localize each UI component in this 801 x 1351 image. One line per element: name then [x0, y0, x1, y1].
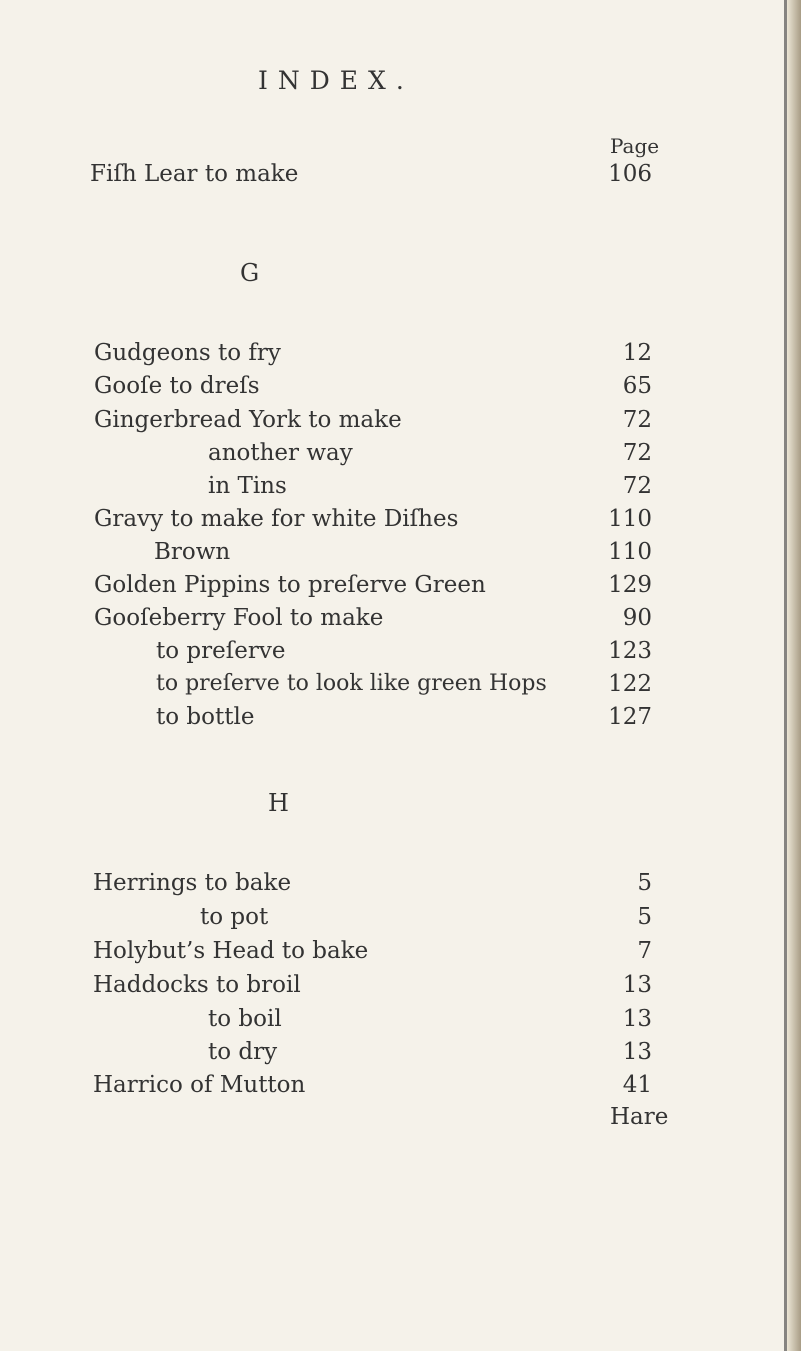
index-entry-label: to dry	[208, 1039, 278, 1065]
index-entry-page: 65	[622, 373, 652, 399]
index-entry-page: 110	[608, 506, 652, 532]
index-entry-label: to bottle	[156, 704, 255, 730]
index-entry-page: 110	[608, 539, 652, 565]
index-entry-page: 41	[622, 1072, 652, 1098]
index-entry-page: 13	[622, 1006, 652, 1032]
page-column-label: Page	[610, 134, 660, 158]
index-entry-label: Gravy to make for white Diſhes	[94, 506, 459, 532]
page-edge	[787, 0, 801, 1351]
index-entry-page: 123	[608, 638, 652, 664]
index-entry-label: to pot	[200, 904, 269, 930]
index-entry-page: 127	[608, 704, 652, 730]
index-entry-label: to preſerve	[156, 638, 286, 664]
index-entry-label: in Tins	[208, 473, 287, 499]
index-entry-page: 12	[622, 340, 652, 366]
index-entry-page: 13	[622, 1039, 652, 1065]
index-entry-page: 72	[622, 473, 652, 499]
index-entry-label: Fiſh Lear to make	[90, 161, 299, 187]
index-entry-label: to preſerve to look like green Hops	[156, 671, 547, 696]
index-entry-page: 90	[622, 605, 652, 631]
index-entry-page: 13	[622, 972, 652, 998]
index-entry-page: 72	[622, 407, 652, 433]
section-letter-g: G	[240, 259, 260, 287]
index-entry-page: 5	[637, 870, 652, 896]
index-entry-label: Golden Pippins to preſerve Green	[94, 572, 486, 598]
index-entry-page: 72	[622, 440, 652, 466]
page-title: INDEX.	[258, 66, 414, 95]
index-entry-label: Haddocks to broil	[93, 972, 301, 998]
index-entry-label: to boil	[208, 1006, 282, 1032]
index-entry-label: Brown	[154, 539, 231, 565]
page-edge-shadow	[784, 0, 787, 1351]
index-entry-page: 7	[637, 938, 652, 964]
index-entry-label: Gooſe to dreſs	[94, 373, 260, 399]
index-entry-page: 129	[608, 572, 652, 598]
index-entry-label: another way	[208, 440, 353, 466]
index-entry-label: Gingerbread York to make	[94, 407, 402, 433]
index-entry-label: Gooſeberry Fool to make	[94, 605, 384, 631]
index-entry-label: Holybut’s Head to bake	[93, 938, 369, 964]
index-entry-page: 106	[608, 161, 652, 187]
index-entry-label: Herrings to bake	[93, 870, 292, 896]
index-entry-page: 122	[608, 671, 652, 697]
index-entry-label: Gudgeons to fry	[94, 340, 281, 366]
catchword: Hare	[610, 1104, 669, 1130]
index-entry-page: 5	[637, 904, 652, 930]
index-entry-label: Harrico of Mutton	[93, 1072, 306, 1098]
section-letter-h: H	[268, 789, 289, 817]
